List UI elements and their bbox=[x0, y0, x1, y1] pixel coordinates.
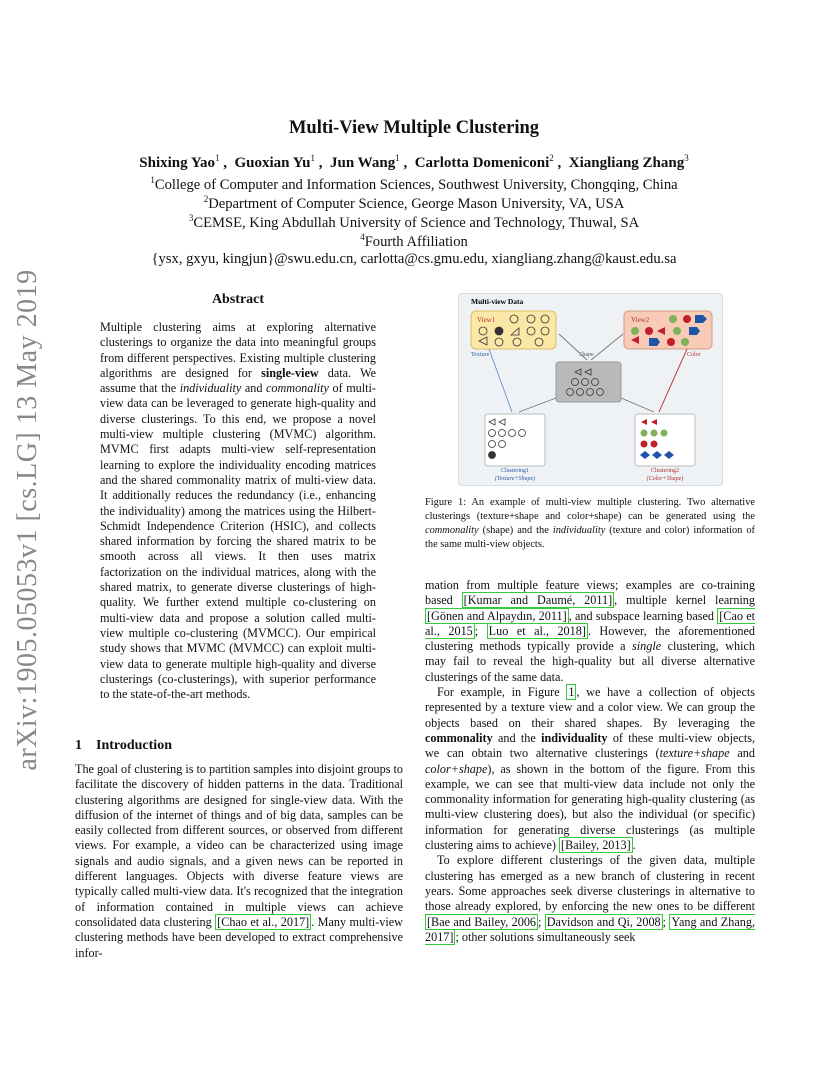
citation-link[interactable]: [Gönen and Alpaydın, 2011] bbox=[427, 608, 567, 623]
abstract-body: Multiple clustering aims at exploring alternative clusterings to organize the data into meaningful groups from different perspectives. Existing multiple clustering algorithms are designed for single-view data. We assume that the individuality and commonality of multi-view data can be leveraged to generate high-quality and diverse clusterings. To this end, we propose a novel multi-view multiple clustering (MVMC) algorithm. MVMC first adapts multi-view self-representation learning to explore the individuality encoding matrices and the shared commonality matrix of multi-view data. It additionally reduces the redundancy (i.e., enhancing the individuality) among the matrices using the Hilbert-Schmidt Independence Criterion (HSIC), and collects shared information by forcing the shared matrix to be smooth across all views. It then uses matrix factorization on the individual matrices, along with the shared matrix, to generate diverse clusterings of high-quality. We further extend multiple co-clustering on multi-view data and propose a solution called multi-view multiple co-clustering (MVMCC). Our empirical study shows that MVMC (MVMCC) can exploit multi-view data to generate multiple high-quality and diverse clusterings (co-clusterings), with superior performance to the state-of-the-art methods. bbox=[100, 320, 376, 702]
citation-link[interactable]: [Cao et al., 2015 bbox=[425, 608, 755, 638]
shape-label: Shape bbox=[579, 352, 594, 358]
clustering1-sub: (Texture+Shape) bbox=[494, 476, 536, 482]
texture-label: Texture bbox=[471, 352, 490, 358]
figure-1 bbox=[458, 293, 723, 486]
intro-left-text: The goal of clustering is to partition samples into disjoint groups to facilitate the discovery of hidden patterns in the data. Traditional clustering algorithms are designed for single-view data. With the diffusion of the internet of things and of big data, samples can be easily collected from different sources, or observed from different views. For example, a video can be characterized using image signals and audio signals, and a given news can be reported in different languages. Objects with diverse feature views are typically called multi-view data. It's recognized that the integration of information contained in multiple views can achieve consolidated data clustering [Chao et al., 2017] . Many multi-view clustering methods have been developed to extract comprehensive infor- bbox=[75, 762, 404, 960]
intro-right-text: mation from multiple feature views; examples are co-training based [Kumar and Daumé, 2011] , multiple kernel learning [Gönen and Alpaydın, 2011] , and subspace learning based [Cao et al., 2015 ; Luo et al., 2018] . However, the aforementioned clustering methods typically provide a single clustering, which may fail to reveal the high-quality but all diverse alternative clusterings of the same data. For example, in Figure 1 , we have a collection of objects represented by a texture view and a color view. We can group the objects based on their shared shapes. By leveraging the commonality and the individuality of these multi-view objects, we can obtain two alternative clusterings (texture+shape and color+shape), as shown in the bottom of the figure. From this example, we can see that multi-view data include not only the commonality information for generating high-quality clustering (as multi-view clustering does), but also the individual (or specific) information for generating diverse clusterings (as multiple clustering aims to achieve) [Bailey, 2013] . To explore different clusterings of the given data, multiple clustering has emerged as a new branch of clustering in recent years. Some approaches seek diverse clusterings in alternative to those already explored, by enforcing the new ones to be different [Bae and Bailey, 2006 ; Davidson and Qi, 2008 ; Yang and Zhang, 2017] ; other solutions simultaneously seek bbox=[425, 578, 756, 944]
view1-label: View1 bbox=[477, 316, 496, 324]
view2-label: View2 bbox=[631, 316, 650, 324]
affiliation-2: $^2$Department of Computer Science, George Mason University, VA, USA bbox=[203, 194, 625, 212]
figure-ref-link[interactable]: 1 bbox=[568, 685, 575, 700]
arxiv-sidebar bbox=[8, 269, 48, 771]
fig-header: Multi-view Data bbox=[471, 297, 524, 306]
clustering2-label: Clustering2 bbox=[651, 468, 679, 474]
paper-title: Multi-View Multiple Clustering bbox=[288, 118, 540, 138]
affiliation-1: $^1$College of Computer and Information Sciences, Southwest University, Chongqing, China bbox=[150, 175, 678, 193]
citation-link[interactable]: Davidson and Qi, 2008 bbox=[546, 914, 661, 929]
affiliation-3: $^3$CEMSE, King Abdullah University of Science and Technology, Thuwal, SA bbox=[188, 213, 640, 231]
citation-link[interactable]: [Kumar and Daumé, 2011] bbox=[463, 593, 613, 608]
section-heading: 1 Introduction bbox=[75, 738, 172, 753]
citation-link[interactable]: [Chao et al., 2017] bbox=[217, 914, 310, 929]
figure-1-graphic bbox=[459, 294, 722, 485]
author-list: Shixing Yao$^1$ , Guoxian Yu$^1$ , Jun Wang$^1$ , Carlotta Domeniconi$^2$ , Xiangliang Zhang$^3$ bbox=[139, 153, 689, 171]
color-label: Color bbox=[687, 352, 701, 358]
arxiv-id: arXiv:1905.05053v1 [cs.LG] 13 May 2019 bbox=[12, 269, 43, 771]
abstract-heading: Abstract bbox=[211, 292, 265, 307]
clustering2-sub: (Color+Shape) bbox=[646, 476, 684, 482]
citation-link[interactable]: [Bae and Bailey, 2006 bbox=[427, 914, 537, 929]
author-emails: {ysx, gxyu, kingjun}@swu.edu.cn, carlotta@cs.gmu.edu, xiangliang.zhang@kaust.edu.sa bbox=[151, 251, 677, 267]
clustering1-label: Clustering1 bbox=[501, 468, 529, 474]
figure-caption: Figure 1: An example of multi-view multiple clustering. Two alternative clusterings (texture+shape and color+shape) can be generated using the commonality (shape) and the individuality (texture and color) information of the same multi-view objects. bbox=[425, 497, 755, 550]
affiliation-4: $^4$Fourth Affiliation bbox=[360, 232, 468, 250]
citation-link[interactable]: [Bailey, 2013] bbox=[561, 838, 631, 853]
citation-link[interactable]: Luo et al., 2018] bbox=[488, 623, 586, 638]
citation-link[interactable]: Yang and Zhang, 2017] bbox=[425, 914, 755, 944]
